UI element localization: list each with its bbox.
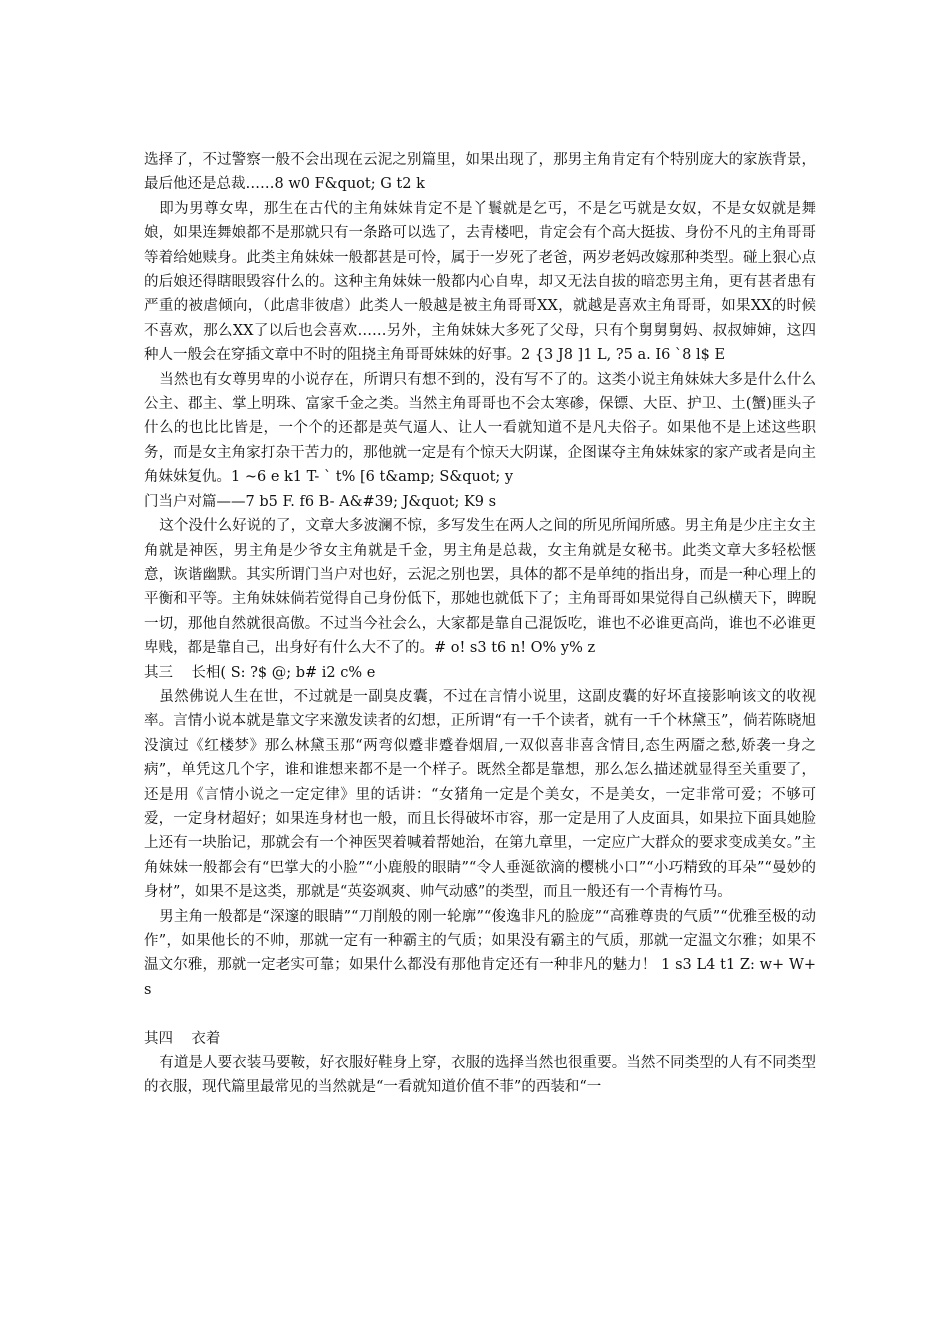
section-heading-clothing: 其四 衣着 [144,1030,221,1047]
paragraph-continued-ending: 选择了，不过警察一般不会出现在云泥之别篇里，如果出现了，那男主角肯定有个特别庞大的家族背景，最后他还是总裁……8 w0 F&quot; G t2 k [144,152,816,193]
document-page [144,148,816,1100]
paragraph-clothing: 有道是人要衣装马要鞍，好衣服好鞋身上穿，衣服的选择当然也很重要。当然不同类型的人有不同类型的衣服，现代篇里最常见的当然就是“一看就知道价值不菲”的西装和“一 [144,1055,816,1096]
paragraph-matched-status: 这个没什么好说的了，文章大多波澜不惊，多写发生在两人之间的所见所闻所感。男主角是少庄主女主角就是神医，男主角是少爷女主角就是千金，男主角是总裁，女主角就是女秘书。此类文章大多轻松惬意，诙谐幽默。其实所谓门当户对也好，云泥之别也罢，具体的都不是单纯的指出身，而是一种心理上的平衡和平等。主角妹妹倘若觉得自己身份低下，那她也就低下了；主角哥哥如果觉得自己纵横天下，睥睨一切，那他自然就很高傲。不过当今社会么，大家都是靠自己混饭吃，谁也不必谁更高尚，谁也不必谁更卑贱，都是靠自己，出身好有什么大不了的。# o! s3 t6 n! O% y% z [144,518,816,657]
paragraph-male-superior: 即为男尊女卑，那生在古代的主角妹妹肯定不是丫鬟就是乞丐，不是乞丐就是女奴，不是女奴就是舞娘，如果连舞娘都不是那就只有一条路可以选了，去青楼吧，肯定会有个高大挺拔、身份不凡的主角哥哥等着给她赎身。此类主角妹妹一般都甚是可怜，属于一岁死了老爸，两岁老妈改嫁那种类型。碰上狠心点的后娘还得瞎眼毁容什么的。这种主角妹妹一般都内心自卑，却又无法自拔的暗恋男主角，更有甚者患有严重的被虐倾向，（此虐非彼虐）此类人一般越是被主角哥哥XX，就越是喜欢主角哥哥，如果XX的时候不喜欢，那么XX了以后也会喜欢……另外，主角妹妹大多死了父母，只有个舅舅舅妈、叔叔婶婶，这四种人一般会在穿插文章中不时的阻挠主角哥哥妹妹的好事。2 {3 J8 ]1 L, ?5 a. I6 `8 l$ E [144,200,816,364]
blank-line [144,1002,816,1026]
paragraph-hero-appearance: 男主角一般都是“深邃的眼睛”“刀削般的刚一轮廓”“俊逸非凡的脸庞”“高雅尊贵的气质”“优雅至极的动作”，如果他长的不帅，那就一定有一种霸主的气质；如果没有霸主的气质，那就一定温文尔雅；如果不温文尔雅，那就一定老实可靠；如果什么都没有那他肯定还有一种非凡的魅力！ 1 s3 L4 t1 Z: w+ W+ s [144,908,816,998]
section-heading-matched-status: 门当户对篇——7 b5 F. f6 B- A&#39; J&quot; K9 s [144,493,497,510]
paragraph-female-superior: 当然也有女尊男卑的小说存在，所谓只有想不到的，没有写不了的。这类小说主角妹妹大多是什么什么公主、郡主、掌上明珠、富家千金之类。当然主角哥哥也不会太寒碜，保镖、大臣、护卫、土(蟹)匪头子什么的也比比皆是，一个个的还都是英气逼人、让人一看就知道不是凡夫俗子。如果他不是上述这些职务，而是女主角家打杂干苦力的，那他就一定是有个惊天大阴谋，企图谋夺主角妹妹家的家产或者是向主角妹妹复仇。1 ~6 e k1 T- ` t% [6 t&amp; S&quot; y [144,371,816,486]
paragraph-heroine-appearance: 虽然佛说人生在世，不过就是一副臭皮囊，不过在言情小说里，这副皮囊的好坏直接影响该文的收视率。言情小说本就是靠文字来激发读者的幻想，正所谓“有一千个读者，就有一千个林黛玉”，倘若陈晓旭没演过《红楼梦》那么林黛玉那“两弯似蹙非蹙眷烟眉,一双似喜非喜含情目,态生两靥之愁,娇袭一身之病”，单凭这几个字，谁和谁想来都不是一个样子。既然全都是靠想，那么怎么描述就显得至关重要了，还是用《言情小说之一定定律》里的话讲：“女猪角一定是个美女，不是美女，一定非常可爱；不够可爱，一定身材超好；如果连身材也一般，而且长得破坏市容，那一定是用了人皮面具，如果拉下面具她脸上还有一块胎记，那就会有一个神医哭着喊着帮她治，在第九章里，一定应广大群众的要求变成美女。”主角妹妹一般都会有“巴掌大的小脸”“小鹿般的眼睛”“令人垂涎欲滴的樱桃小口”“小巧精致的耳朵”“曼妙的身材”，如果不是这类，那就是“英姿飒爽、帅气动感”的类型，而且一般还有一个青梅竹马。 [144,688,816,901]
section-heading-appearance: 其三 长相( S: ?$ @; b# i2 c% e [144,664,376,681]
